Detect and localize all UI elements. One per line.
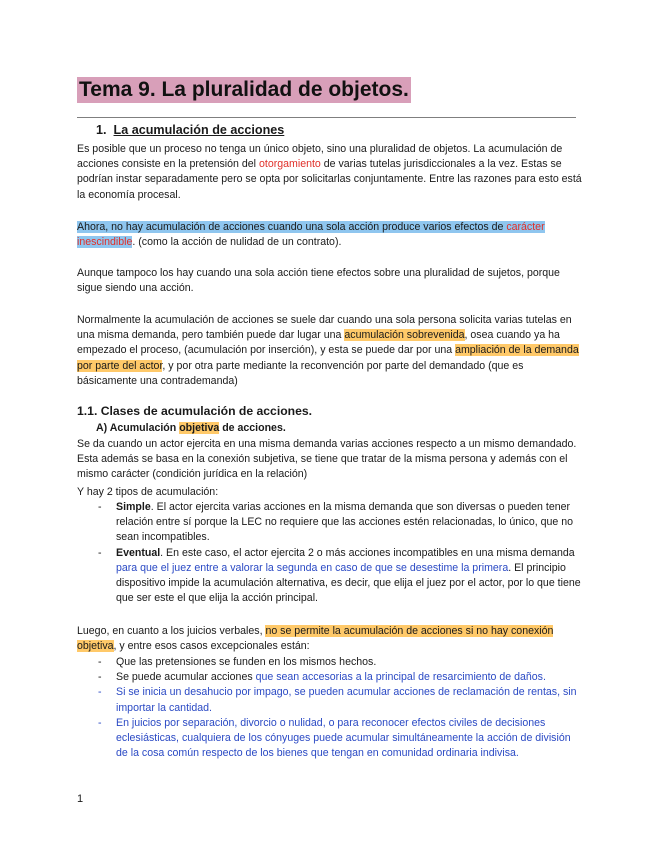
type-term: Simple (116, 501, 151, 513)
exception-text: Se puede acumular acciones (116, 671, 256, 684)
type-text: . El principio dispositivo impide la acumulación alternativa, es decir, que elija el juez por el actor, por lo que tiene que ser este el que elija la acción principal. (116, 561, 581, 605)
section-number: 1. (96, 123, 107, 137)
p1-red-term: otorgamiento (258, 158, 321, 171)
p2-red-term: carácter inescindible (77, 221, 545, 249)
p4-text-e: , y por otra parte mediante la reconvención por parte del demandado (que es básicamente una contrademanda) (77, 359, 524, 387)
page-title: Tema 9. La pluralidad de objetos. (79, 78, 409, 101)
p4-text-c: , osea cuando ya ha empezado el proceso, (acumulación por inserción), y esta se puede dar por una (77, 329, 560, 357)
title-divider (77, 117, 576, 118)
h4-highlight: objetiva (179, 422, 220, 434)
subsection-heading: 1.1. Clases de acumulación de acciones. (77, 404, 313, 418)
p2-highlight: Ahora, no hay acumulación de acciones cuando una sola acción produce varios efectos de (77, 221, 507, 233)
paragraph-5: Se da cuando un actor ejercita en una misma demanda varias acciones respecto a un mismo demandado. Esta además se basa en la conexión subjetiva, se tiene que tratar de la misma persona y además con el mismo carácter (condición jurídica en la relación) (77, 438, 577, 481)
type-text: . En este caso, el actor ejercita 2 o más acciones incompatibles en una misma demanda (160, 546, 575, 559)
type-term: Eventual (116, 546, 161, 559)
list-item: - Que las pretensiones se funden en los mismos hechos. (96, 655, 582, 670)
p7-text-c: , y entre esos casos excepcionales están: (113, 640, 310, 653)
page-number: 1 (77, 793, 84, 805)
type-blue-text: para que el juez entre a valorar la segunda en caso de que se desestime la primera (116, 561, 509, 574)
paragraph-6: Y hay 2 tipos de acumulación: (77, 486, 219, 498)
exceptions-list (96, 655, 582, 761)
p7-text-a: Luego, en cuanto a los juicios verbales, (77, 625, 266, 637)
h4-text-c: de acciones. (219, 422, 286, 434)
paragraph-7 (77, 624, 582, 654)
p4-highlight-2: ampliación de la demanda por parte del actor (77, 344, 579, 372)
list-item (96, 500, 582, 546)
paragraph-3: Aunque tampoco los hay cuando una sola acción tiene efectos sobre una pluralidad de sujetos, porque sigue siendo una acción. (77, 267, 560, 295)
p4-text-a: Normalmente la acumulación de acciones se suele dar cuando una sola persona solicita varias tutelas en una misma demanda, pero también puede dar lugar una (77, 314, 572, 342)
type-text: . El actor ejercita varias acciones en la misma demanda que son diversas o pueden tener relación entre sí porque la LEC no requiere que las acciones estén relacionadas, lo único, que no sean incompatibles. (116, 501, 574, 544)
section-label: La acumulación de acciones (113, 123, 285, 137)
paragraph-2 (77, 220, 582, 250)
p7-highlight: no se permite la acumulación de acciones si no hay conexión objetiva (77, 625, 554, 653)
list-item: - Si se inicia un desahucio por impago, se pueden acumular acciones de reclamación de rentas, sin importar la cantidad. (96, 685, 582, 715)
list-item (96, 546, 582, 607)
exception-blue-text: que sean accesorias a la principal de resarcimiento de daños. (255, 671, 546, 684)
paragraph-1 (77, 142, 582, 203)
section-heading-1 (96, 123, 284, 137)
p1-text-c: de varias tutelas jurisdiccionales a la vez. Estas se podrían instar separadamente pero se opta por solicitarlas conjuntamente. Entre las razones para esto está la economía procesal. (77, 158, 582, 201)
subsubsection-heading (96, 422, 286, 434)
paragraph-4 (77, 313, 582, 389)
p4-highlight-1: acumulación sobrevenida (344, 329, 465, 342)
list-item: - En juicios por separación, divorcio o nulidad, o para reconocer efectos civiles de decisiones eclesiásticas, cualquiera de los cónyuges puede acumular simultáneamente la acción de división de la cosa común respecto de los bienes que tengan en comunidad ordinaria indivisa. (96, 716, 582, 762)
types-list (96, 500, 582, 606)
p1-text-a: Es posible que un proceso no tenga un único objeto, sino una pluralidad de objetos. La acumulación de acciones consiste en la pretensión del (77, 143, 563, 171)
h4-text-a: A) Acumulación (96, 422, 180, 434)
list-item (96, 670, 582, 685)
title-wrap (77, 77, 411, 103)
p2-text-c: . (como la acción de nulidad de un contrato). (132, 236, 342, 249)
